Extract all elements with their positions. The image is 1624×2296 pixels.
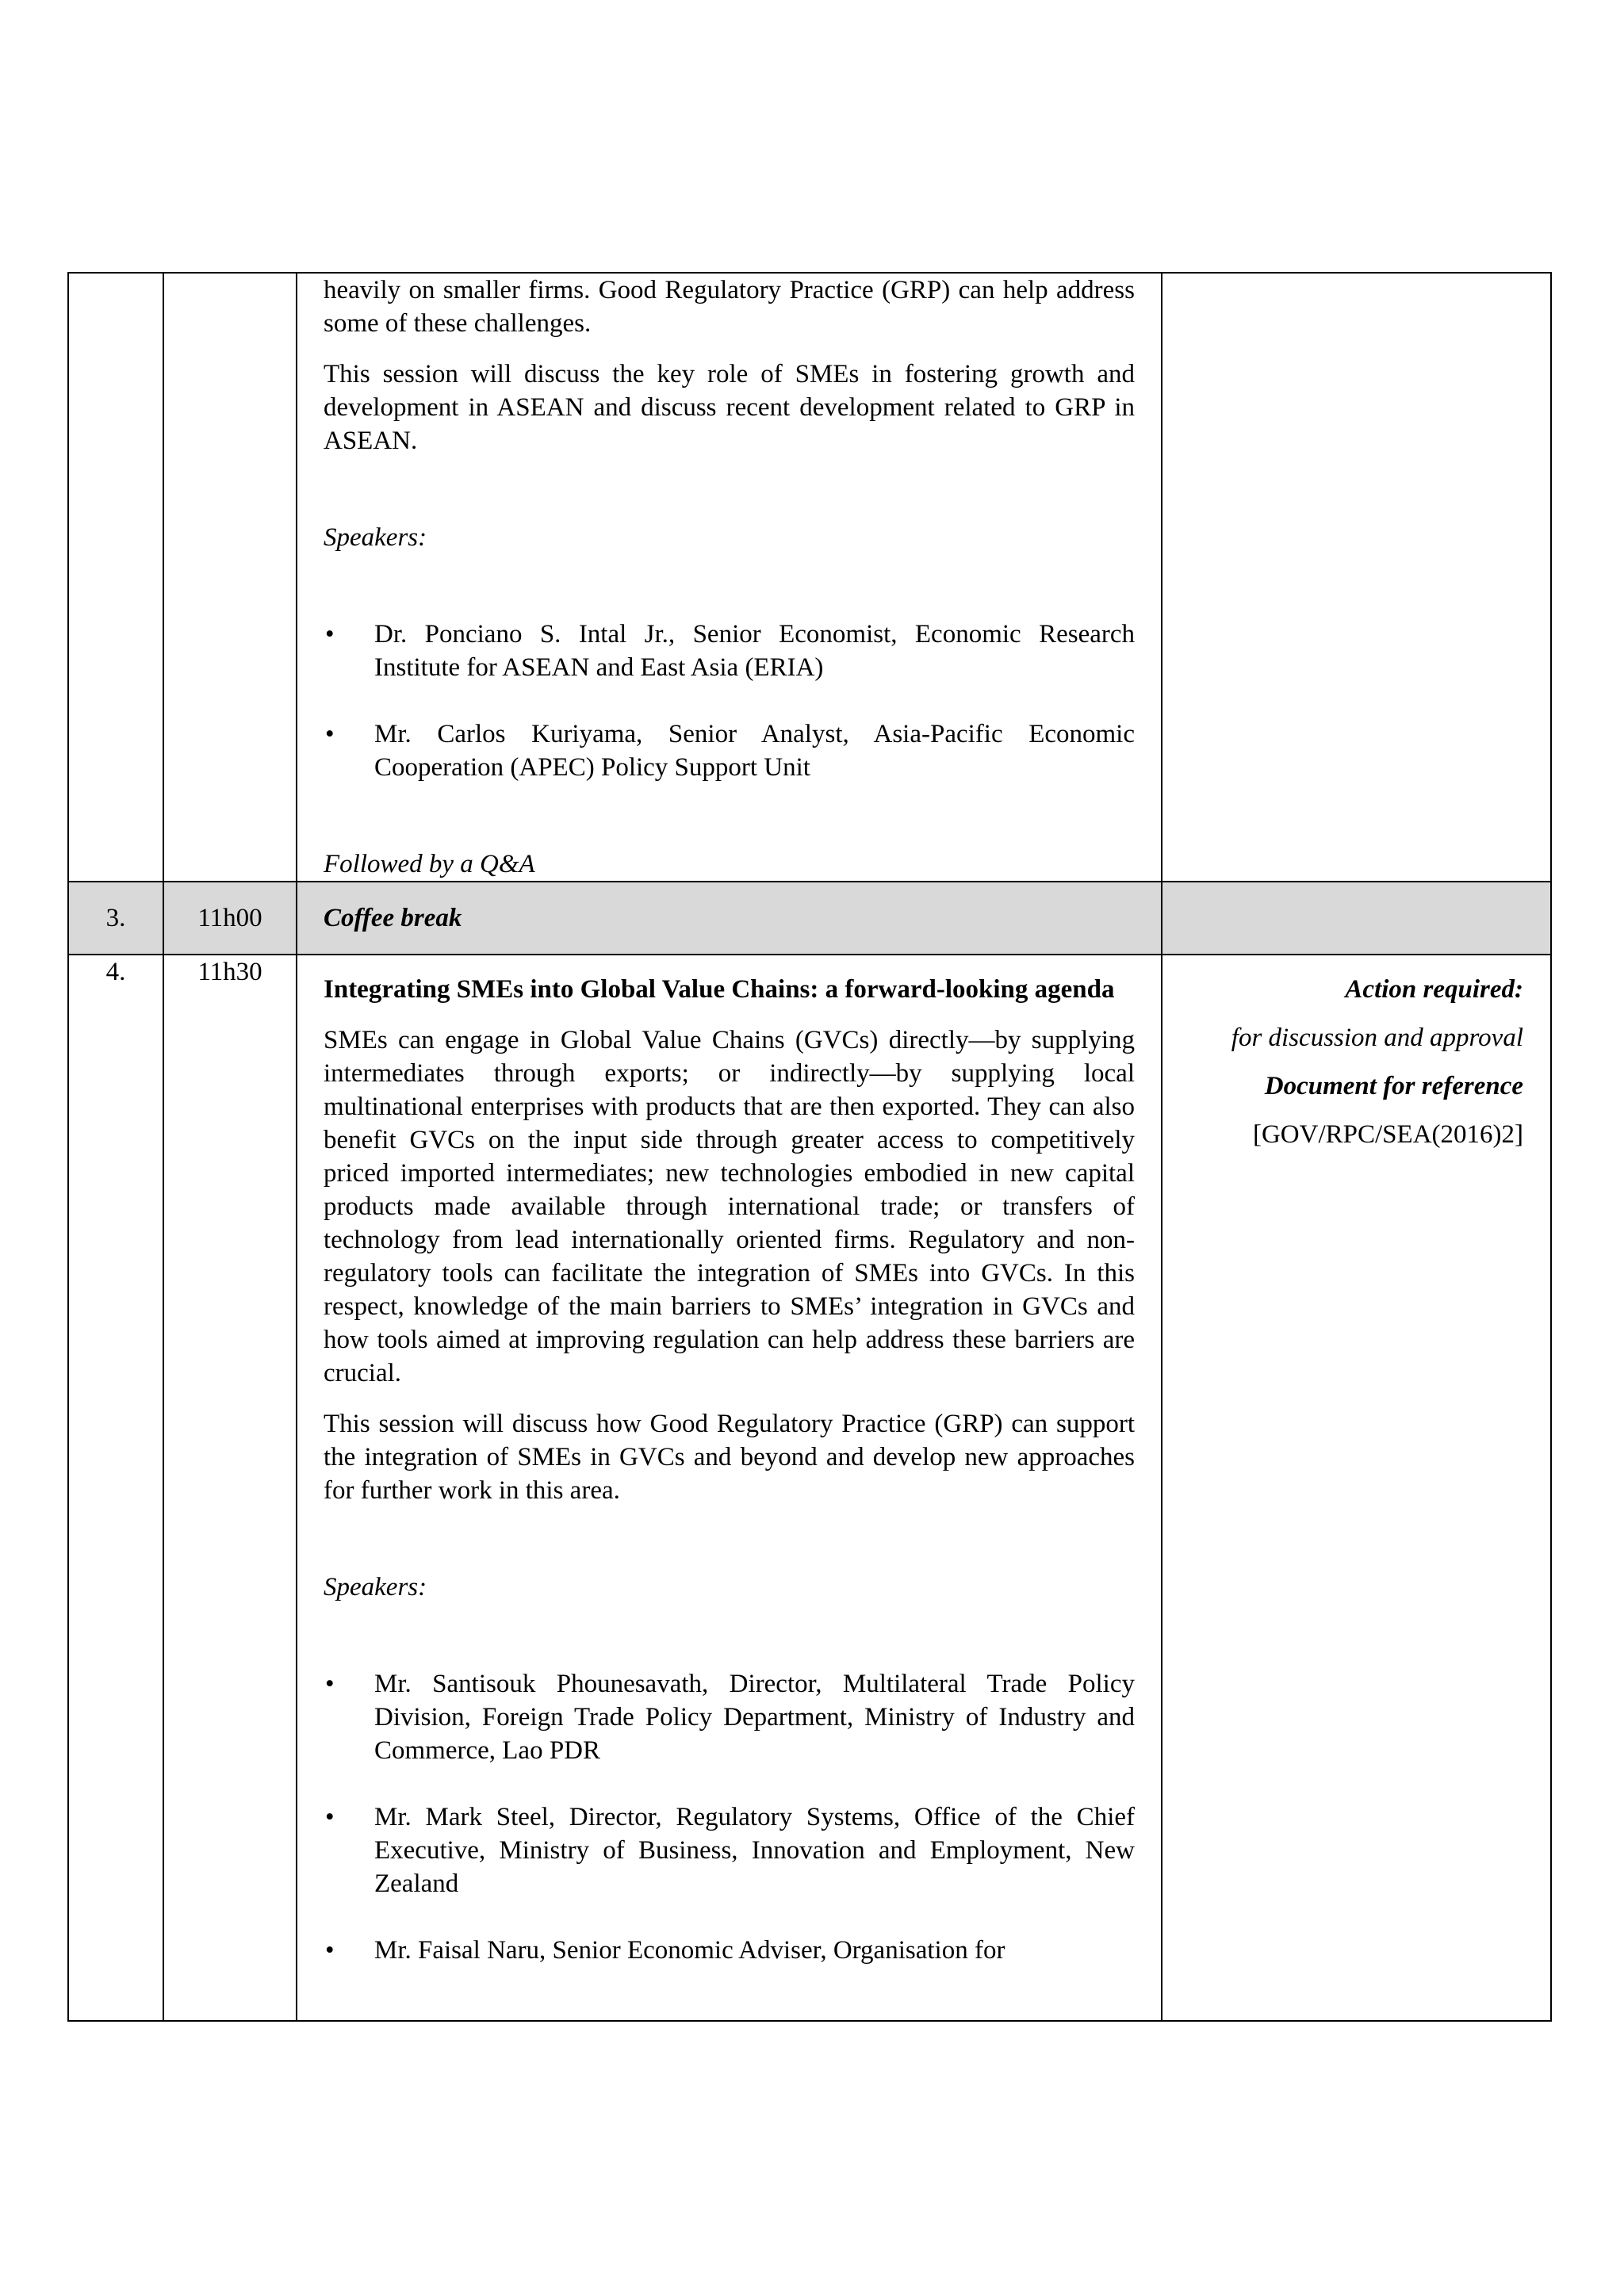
speaker-list — [324, 1667, 1135, 1967]
speaker-text: Mr. Mark Steel, Director, Regulatory Systems, Office of the Chief Executive, Ministry of Business, Innovation and Employment, New Zealand — [374, 1803, 1135, 1898]
number-cell: 3. — [68, 882, 163, 955]
speaker-text: Mr. Faisal Naru, Senior Economic Adviser, Organisation for — [374, 1936, 1005, 1965]
agenda-row-gvc-session — [68, 955, 1551, 2021]
session-title: Coffee break — [324, 904, 462, 932]
agenda-table — [67, 272, 1552, 2022]
followed-by-qa: Followed by a Q&A — [324, 850, 535, 878]
number-cell: 4. — [68, 955, 163, 2021]
number-cell — [68, 273, 163, 882]
action-cell — [1162, 273, 1551, 882]
session-paragraph: heavily on smaller firms. Good Regulatory Practice (GRP) can help address some of these challenges. — [324, 276, 1135, 338]
document-reference-label: Document for reference — [1264, 1072, 1523, 1100]
bullet-icon: • — [325, 1803, 335, 1831]
action-cell — [1162, 955, 1551, 2021]
session-paragraph: SMEs can engage in Global Value Chains (GVCs) directly—by supplying intermediates through exports; or indirectly—by supplying local multinational enterprises with products that are then exported. They can also benefit GVCs on the input side through greater access to competitively priced imported intermediates; new technologies embodied in new capital products made available through international trade; or transfers of technology from lead internationally oriented firms. Regulatory and non-regulatory tools can facilitate the integration of SMEs into GVCs. In this respect, knowledge of the main barriers to SMEs’ integration in GVCs and how tools aimed at improving regulation can help address these barriers are crucial. — [324, 1026, 1135, 1387]
speaker-text: Mr. Santisouk Phounesavath, Director, Multilateral Trade Policy Division, Foreign Trade Policy Department, Ministry of Industry and Commerce, Lao PDR — [374, 1670, 1135, 1765]
action-required-text: for discussion and approval — [1231, 1024, 1523, 1052]
bullet-icon: • — [325, 1670, 335, 1698]
bullet-icon: • — [325, 720, 335, 748]
speaker-item — [324, 718, 1135, 784]
speakers-label: Speakers: — [324, 523, 427, 552]
bullet-icon: • — [325, 620, 335, 649]
action-cell — [1162, 882, 1551, 955]
speaker-list — [324, 618, 1135, 784]
speaker-item — [324, 1934, 1135, 1967]
session-cell — [297, 955, 1162, 2021]
speaker-text: Dr. Ponciano S. Intal Jr., Senior Economist, Economic Research Institute for ASEAN and East Asia (ERIA) — [374, 620, 1135, 682]
speakers-label: Speakers: — [324, 1573, 427, 1601]
time-cell: 11h30 — [163, 955, 297, 2021]
time-cell — [163, 273, 297, 882]
session-cell — [297, 882, 1162, 955]
session-paragraph: This session will discuss the key role of SMEs in fostering growth and development in ASEAN and discuss recent development related to GRP in ASEAN. — [324, 360, 1135, 455]
action-required-label: Action required: — [1345, 975, 1523, 1004]
session-title: Integrating SMEs into Global Value Chains: a forward-looking agenda — [324, 975, 1115, 1004]
agenda-row-2-continued — [68, 273, 1551, 882]
document-reference-code: [GOV/RPC/SEA(2016)2] — [1252, 1120, 1523, 1149]
session-paragraph: This session will discuss how Good Regulatory Practice (GRP) can support the integration of SMEs in GVCs and beyond and develop new approaches for further work in this area. — [324, 1410, 1135, 1505]
agenda-row-coffee-break — [68, 882, 1551, 955]
speaker-item — [324, 1667, 1135, 1767]
speaker-item — [324, 618, 1135, 684]
speaker-text: Mr. Carlos Kuriyama, Senior Analyst, Asia-Pacific Economic Cooperation (APEC) Policy Support Unit — [374, 720, 1135, 782]
time-cell: 11h00 — [163, 882, 297, 955]
bullet-icon: • — [325, 1936, 335, 1965]
speaker-item — [324, 1800, 1135, 1900]
session-cell — [297, 273, 1162, 882]
